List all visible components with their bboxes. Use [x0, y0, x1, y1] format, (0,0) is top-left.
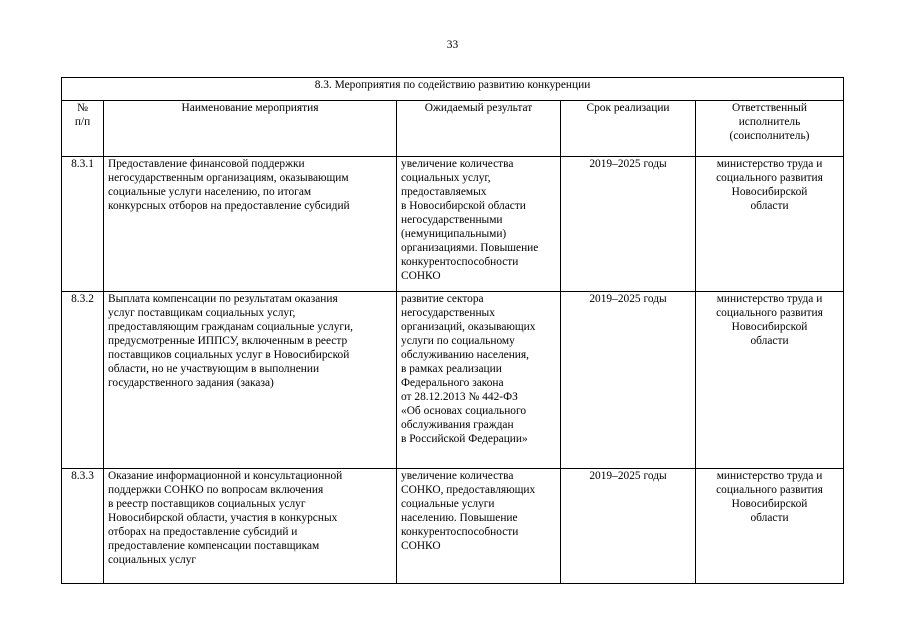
text-line: конкурентоспособности: [401, 256, 519, 268]
text-line: в рамках реализации: [401, 363, 502, 375]
text-line: министерство труда и: [716, 158, 823, 170]
text-line: предусмотренные ИППСУ, включенным в реестр: [108, 335, 348, 347]
text-line: предоставляющим гражданам социальные услуги,: [108, 321, 354, 333]
responsible-executor: [696, 292, 844, 469]
text-line: Предоставление финансовой поддержки: [108, 158, 305, 170]
section-title-row: [62, 78, 844, 101]
measures-table: [61, 77, 844, 584]
measure-name: [104, 292, 397, 469]
text-line: министерство труда и: [716, 470, 823, 482]
text-line: области: [750, 335, 789, 347]
expected-result: [397, 469, 561, 584]
implementation-period: 2019–2025 годы: [561, 157, 696, 292]
text-line: организаций, оказывающих: [401, 321, 536, 333]
text-line: социальные услуги: [401, 498, 495, 510]
text-line: увеличение количества: [401, 470, 514, 482]
text-line: Оказание информационной и консультационной: [108, 470, 343, 482]
text-line: министерство труда и: [716, 293, 823, 305]
text-line: СОНКО: [401, 540, 441, 552]
text-line: отборах на предоставление субсидий и: [108, 526, 298, 538]
text-line: Новосибирской: [731, 186, 808, 198]
text-line: поставщиков социальных услуг в Новосибирской: [108, 349, 350, 361]
text-line: СОНКО: [401, 270, 441, 282]
table-row: [62, 157, 844, 292]
text-line: поддержки СОНКО по вопросам включения: [108, 484, 324, 496]
text-line: развитие сектора: [401, 293, 484, 305]
text-line: социального развития: [716, 172, 823, 184]
text-line: социального развития: [716, 307, 823, 319]
text-line: в реестр поставщиков социальных услуг: [108, 498, 306, 510]
text-line: обслуживанию населения,: [401, 349, 529, 361]
text-line: обслуживания граждан: [401, 419, 514, 431]
measure-name: [104, 157, 397, 292]
header-num-line: №: [77, 102, 88, 114]
text-line: конкурентоспособности: [401, 526, 519, 538]
text-line: услуги по социальному: [401, 335, 515, 347]
table-row: [62, 469, 844, 584]
header-executor-line: исполнитель: [738, 116, 801, 128]
responsible-executor: [696, 469, 844, 584]
header-name: Наименование мероприятия: [104, 101, 397, 157]
text-line: государственного задания (заказа): [108, 377, 274, 389]
table-header-row: [62, 101, 844, 157]
text-line: Новосибирской: [731, 321, 808, 333]
text-line: области: [750, 200, 789, 212]
text-line: Выплата компенсации по результатам оказания: [108, 293, 338, 305]
text-line: услуг поставщикам социальных услуг,: [108, 307, 296, 319]
responsible-executor: [696, 157, 844, 292]
implementation-period: 2019–2025 годы: [561, 292, 696, 469]
text-line: организациями. Повышение: [401, 242, 539, 254]
text-line: социальных услуг: [108, 554, 197, 566]
text-line: негосударственных: [401, 307, 495, 319]
header-executor-line: (соисполнитель): [729, 130, 810, 142]
expected-result: [397, 292, 561, 469]
measure-name: [104, 469, 397, 584]
text-line: области, но не участвующим в выполнении: [108, 363, 320, 375]
text-line: в Российской Федерации»: [401, 433, 528, 445]
header-executor: [696, 101, 844, 157]
text-line: СОНКО, предоставляющих: [401, 484, 536, 496]
expected-result: [397, 157, 561, 292]
text-line: негосударственным организациям, оказывающим: [108, 172, 349, 184]
text-line: увеличение количества: [401, 158, 514, 170]
text-line: области: [750, 512, 789, 524]
header-result: Ожидаемый результат: [397, 101, 561, 157]
text-line: от 28.12.2013 № 442-ФЗ: [401, 391, 518, 403]
text-line: социального развития: [716, 484, 823, 496]
table-row: [62, 292, 844, 469]
header-period: Срок реализации: [561, 101, 696, 157]
row-number: 8.3.2: [62, 292, 104, 469]
header-num-line: п/п: [74, 116, 91, 128]
text-line: предоставляемых: [401, 186, 487, 198]
row-number: 8.3.3: [62, 469, 104, 584]
text-line: в Новосибирской области: [401, 200, 526, 212]
section-title: 8.3. Мероприятия по содействию развитию конкуренции: [62, 78, 844, 101]
page-number: 33: [446, 39, 459, 51]
text-line: социальные услуги населению, по итогам: [108, 186, 312, 198]
text-line: конкурсных отборов на предоставление субсидий: [108, 200, 350, 212]
text-line: (немуниципальными): [401, 228, 507, 240]
row-number: 8.3.1: [62, 157, 104, 292]
header-executor-line: Ответственный: [731, 102, 808, 114]
text-line: негосударственными: [401, 214, 503, 226]
text-line: «Об основах социального: [401, 405, 527, 417]
text-line: Новосибирской области, участия в конкурсных: [108, 512, 338, 524]
text-line: предоставление компенсации поставщикам: [108, 540, 320, 552]
implementation-period: 2019–2025 годы: [561, 469, 696, 584]
text-line: населению. Повышение: [401, 512, 518, 524]
header-num: [62, 101, 104, 157]
text-line: Федерального закона: [401, 377, 504, 389]
text-line: Новосибирской: [731, 498, 808, 510]
text-line: социальных услуг,: [401, 172, 491, 184]
